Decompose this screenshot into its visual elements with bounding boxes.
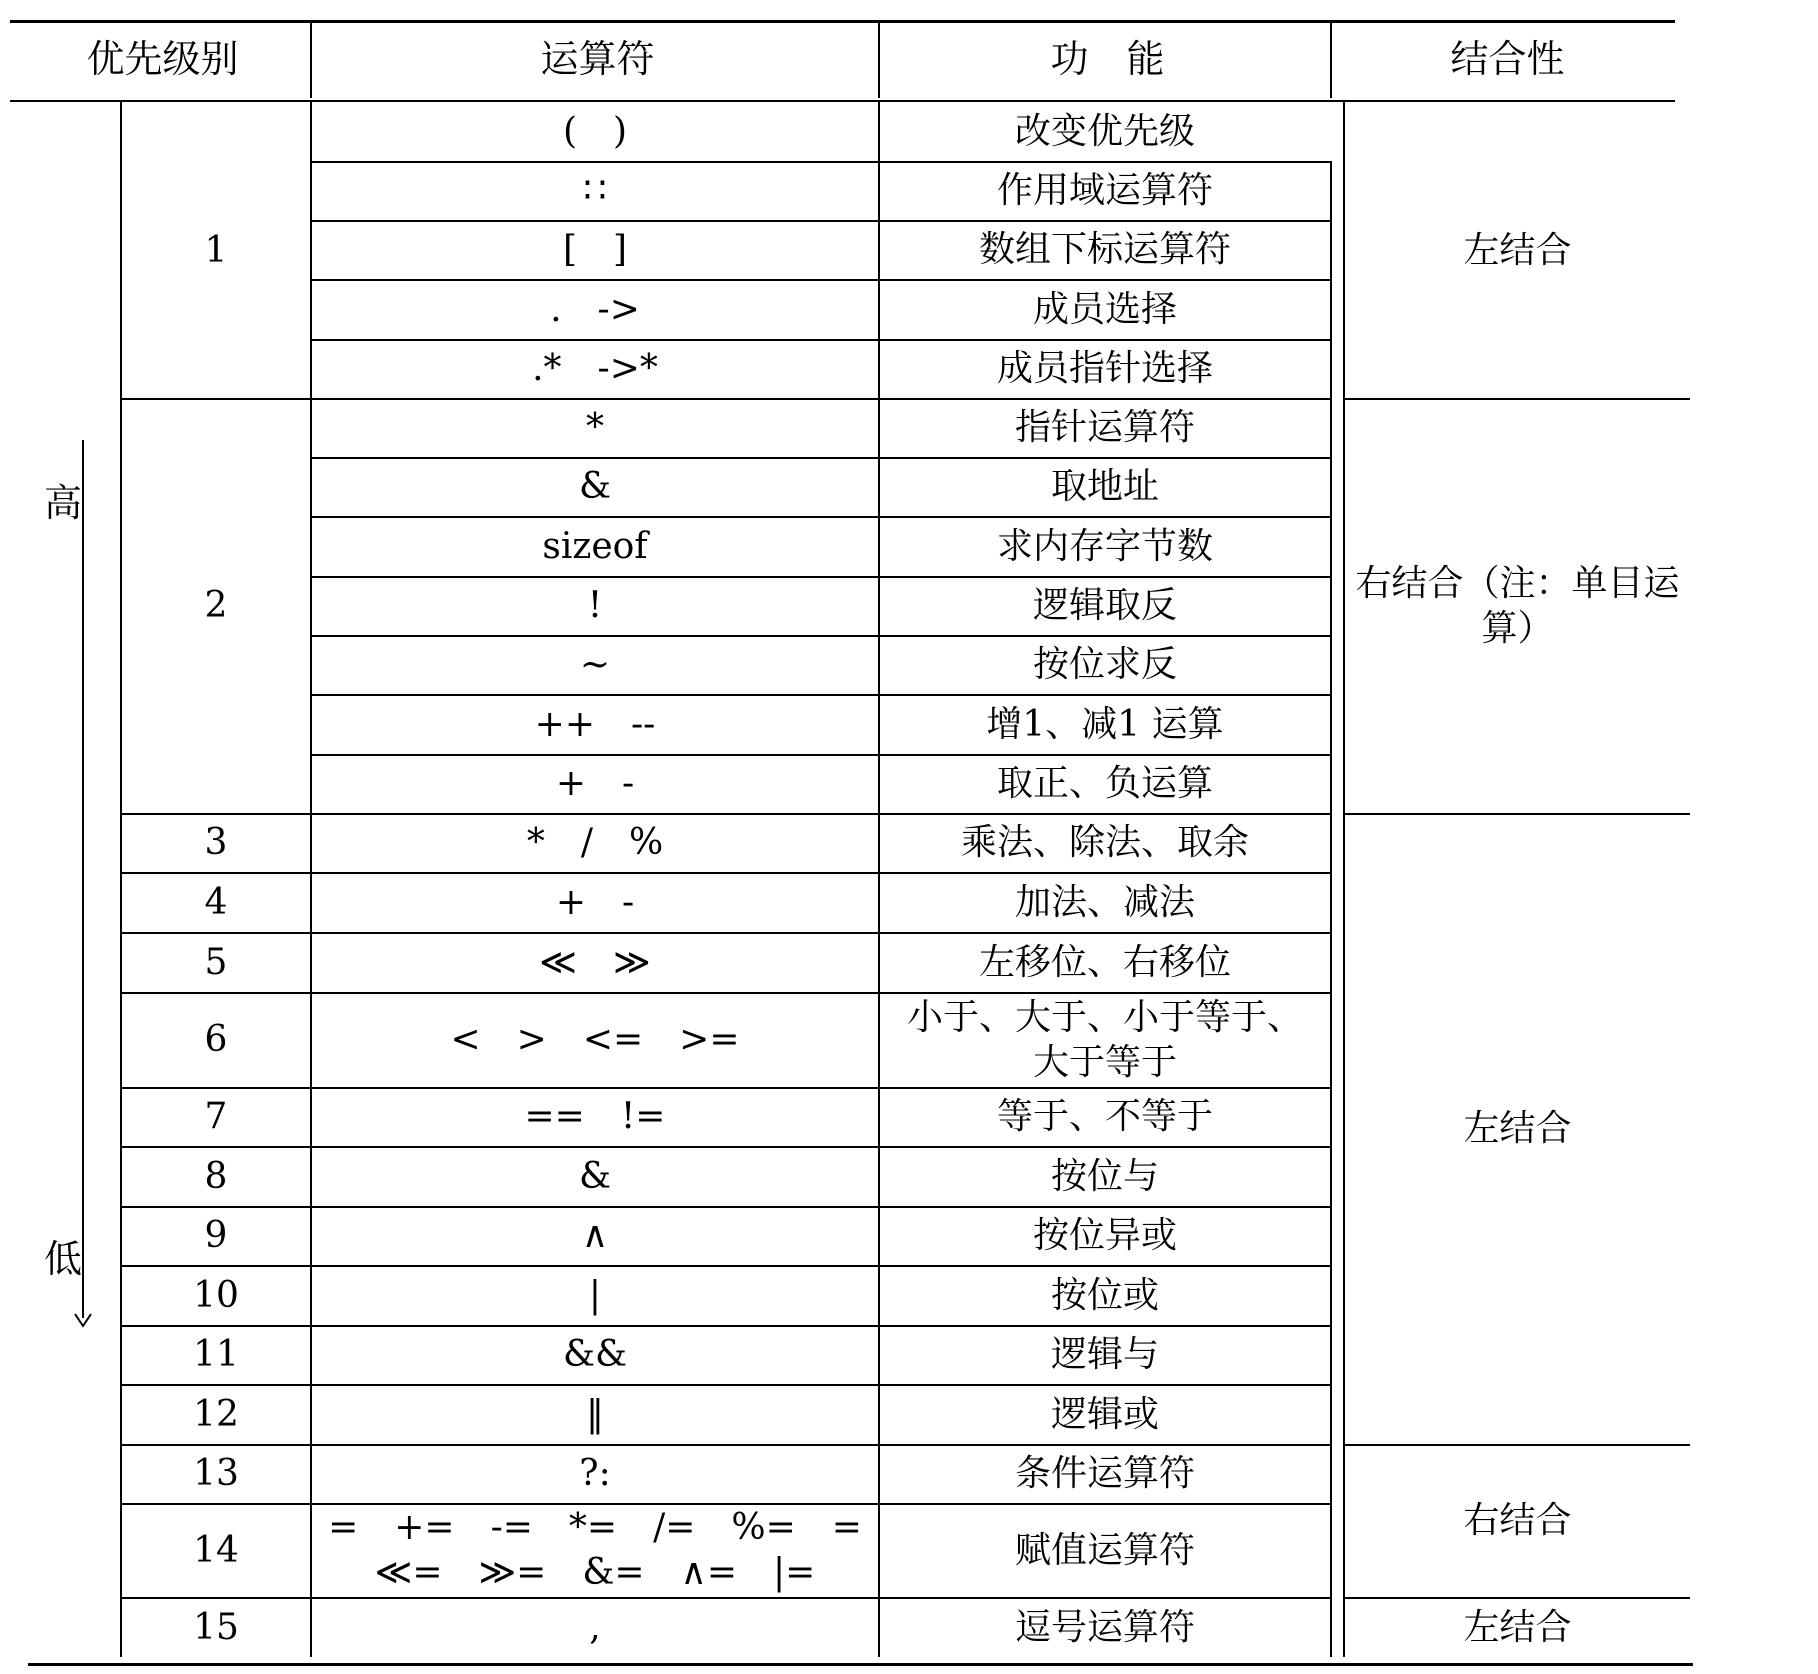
level-cell: 15 <box>193 1606 239 1648</box>
associativity-cell: 左结合 <box>1463 1108 1572 1149</box>
header-operator: 运算符 <box>540 37 655 82</box>
operator-cell: | <box>588 1274 602 1316</box>
operator-cell: , <box>589 1606 601 1648</box>
operator-cell: ≪ ≫ <box>539 941 651 983</box>
associativity-cell: 右结合（注：单目运算） <box>1355 562 1680 649</box>
priority-arrow-shaft <box>82 440 84 1318</box>
operator-cell: * <box>586 407 604 448</box>
operator-cell: ‖ <box>586 1393 604 1435</box>
function-cell: 求内存字节数 <box>996 525 1213 567</box>
function-cell: 成员指针选择 <box>996 348 1213 389</box>
associativity-cell: 右结合 <box>1463 1500 1572 1541</box>
header-associativity: 结合性 <box>1450 37 1565 82</box>
function-cell: 逻辑与 <box>1050 1334 1159 1375</box>
function-cell: 乘法、除法、取余 <box>960 822 1249 863</box>
operator-cell: [ ] <box>562 229 628 270</box>
operator-cell: & <box>578 1155 612 1197</box>
operator-cell: & <box>578 466 612 507</box>
function-cell: 数组下标运算符 <box>978 229 1231 270</box>
associativity-cell: 左结合 <box>1463 229 1572 271</box>
level-cell: 5 <box>204 941 228 983</box>
operator-cell: < > <= >= <box>450 1019 740 1060</box>
operator-cell: && <box>562 1334 628 1375</box>
function-cell: 按位或 <box>1050 1274 1159 1316</box>
operator-cell: . -> <box>550 288 640 330</box>
function-cell: 逗号运算符 <box>1014 1606 1195 1648</box>
label-high: 高 <box>44 481 83 525</box>
level-cell: 9 <box>204 1215 228 1256</box>
level-cell: 10 <box>193 1274 239 1316</box>
function-cell: 按位与 <box>1050 1155 1159 1197</box>
operator-cell: ! <box>587 585 603 626</box>
operator-cell: ~ <box>579 644 611 685</box>
operator-cell: ( ) <box>562 111 628 152</box>
operator-cell: sizeof <box>542 525 648 567</box>
function-cell: 增1、减1 运算 <box>986 703 1224 745</box>
header-function: 功 能 <box>1050 37 1165 82</box>
header-level: 优先级别 <box>86 37 239 82</box>
operator-cell: + - <box>555 763 635 804</box>
level-cell: 1 <box>204 229 228 271</box>
function-cell: 逻辑取反 <box>1032 585 1177 626</box>
level-cell: 14 <box>193 1529 239 1571</box>
function-cell: 取正、负运算 <box>996 763 1213 804</box>
level-cell: 7 <box>204 1096 228 1137</box>
operator-cell: ∧ <box>581 1215 609 1256</box>
level-cell: 11 <box>193 1334 239 1375</box>
operator-cell: ?: <box>579 1453 611 1494</box>
operator-cell: == != <box>524 1096 666 1137</box>
function-cell: 指针运算符 <box>1014 407 1195 448</box>
level-cell: 12 <box>193 1393 239 1435</box>
level-cell: 8 <box>204 1155 228 1197</box>
label-low: 低 <box>44 1237 83 1281</box>
arrow-down-icon <box>73 1310 93 1330</box>
operator-cell: * / % <box>526 822 664 863</box>
level-cell: 6 <box>204 1019 228 1060</box>
function-cell: 取地址 <box>1050 466 1159 507</box>
function-cell: 逻辑或 <box>1050 1393 1159 1435</box>
function-cell: 成员选择 <box>1032 288 1177 330</box>
function-cell: 按位求反 <box>1032 644 1177 685</box>
function-cell: 作用域运算符 <box>996 170 1213 211</box>
function-cell: 条件运算符 <box>1014 1453 1195 1494</box>
function-cell: 改变优先级 <box>1014 111 1195 152</box>
operator-cell: + - <box>555 881 635 923</box>
function-cell: 赋值运算符 <box>1014 1529 1195 1571</box>
associativity-cell: 左结合 <box>1463 1606 1572 1648</box>
operator-cell: .* ->* <box>532 348 658 389</box>
level-cell: 4 <box>204 881 228 923</box>
function-cell: 按位异或 <box>1032 1215 1177 1256</box>
operator-cell: ∷ <box>583 170 607 211</box>
level-cell: 2 <box>204 585 228 626</box>
function-cell: 加法、减法 <box>1014 881 1195 923</box>
level-cell: 3 <box>204 822 228 863</box>
operator-cell: ++ -- <box>534 703 656 745</box>
col-rule <box>1330 161 1332 1657</box>
level-cell: 13 <box>193 1453 239 1494</box>
operator-cell: = += -= *= /= %= = ≪= ≫= &= ∧= |= <box>328 1507 862 1593</box>
bottom-rule <box>28 1663 1693 1666</box>
function-cell: 左移位、右移位 <box>978 941 1231 983</box>
function-cell: 小于、大于、小于等于、 大于等于 <box>906 996 1303 1083</box>
function-cell: 等于、不等于 <box>996 1096 1213 1137</box>
